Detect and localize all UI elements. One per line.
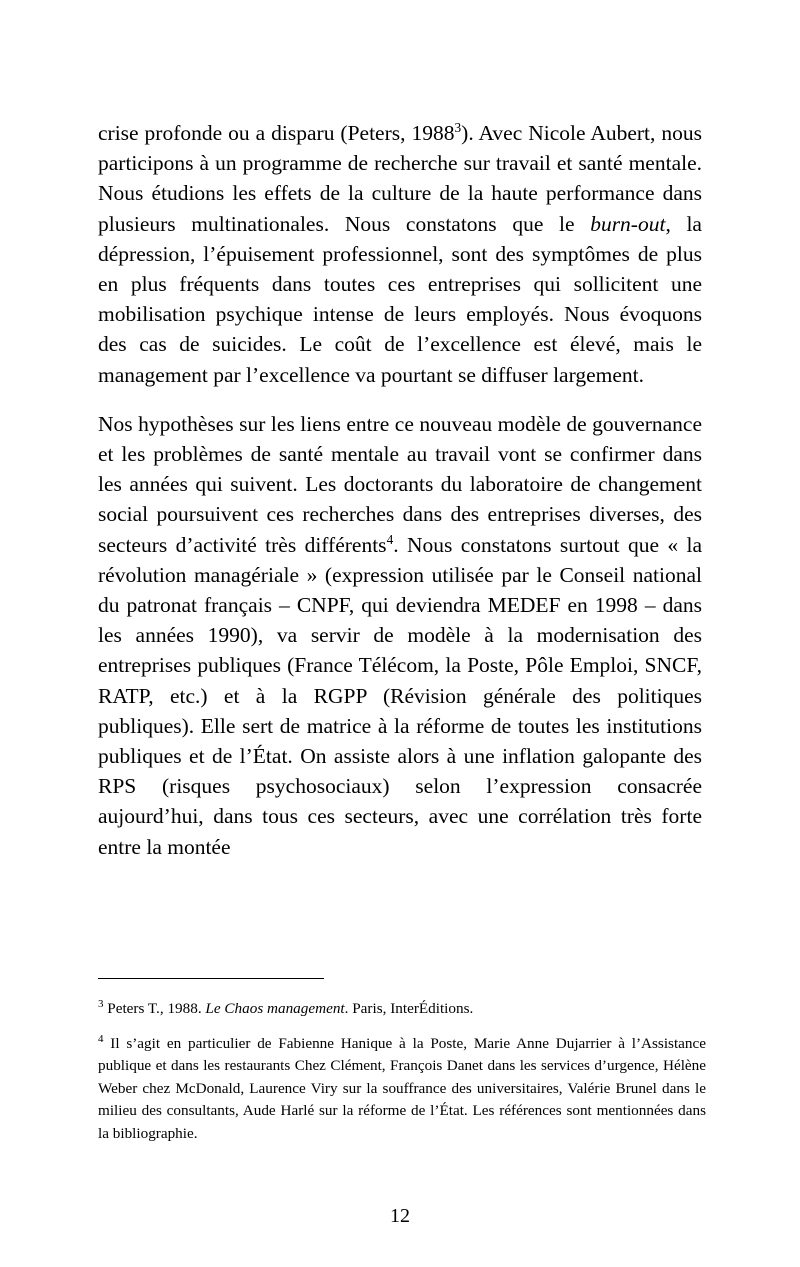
body-paragraph: Nos hypothèses sur les liens entre ce nouveau modèle de gouvernance et les problèmes de santé mentale au travail vont se confirmer dans les années qui suivent. Les doctorants du laboratoire de changement social poursuivent ces recherches dans des entreprises diverses, des secteurs d’activité très différents$^4$. Nous constatons surtout que « la révolution managériale » (expression utilisée par le Conseil national du patronat français – CNPF, qui deviendra MEDEF en 1998 – dans les années 1990), va servir de modèle à la modernisation des entreprises publiques (France Télécom, la Poste, Pôle Emploi, SNCF, RATP, etc.) et à la RGPP (Révision générale des politiques publiques). Elle sert de matrice à la réforme de toutes les institutions publiques et de l’État. On assiste alors à une inflation galopante des RPS (risques psychosociaux) selon l’expression consacrée aujourd’hui, dans tous ces secteurs, avec une corrélation très forte entre la montée	[98, 411, 702, 859]
footnote-entry: $^4$ Il s’agit en particulier de Fabienne Hanique à la Poste, Marie Anne Dujarrier à l’Assistance publique et dans les restaurants Chez Clément, François Danet dans les services d’urgence, Hélène Weber chez McDonald, Laurence Viry sur la souffrance des universitaires, Valérie Brunel dans le milieu des consultants, Aude Harlé sur la réforme de l’État. Les références sont mentionnées dans la bibliographie.	[98, 1032, 706, 1142]
page-number: 12	[390, 1205, 410, 1227]
footnote-entry: $^3$ Peters T., 1988. Le Chaos management. Paris, InterÉditions.	[98, 997, 474, 1017]
body-paragraph: crise profonde ou a disparu (Peters, 1988$^3$). Avec Nicole Aubert, nous participons à un programme de recherche sur travail et santé mentale. Nous étudions les effets de la culture de la haute performance dans plusieurs multinationales. Nous constatons que le burn-out, la dépression, l’épuisement professionnel, sont des symptômes de plus en plus fréquents dans toutes ces entreprises qui sollicitent une mobilisation psychique intense de leurs employés. Nous évoquons des cas de suicides. Le coût de l’excellence est élevé, mais le management par l’excellence va pourtant se diffuser largement.	[98, 119, 702, 387]
footnotes-block	[98, 998, 706, 1146]
body-text-block	[98, 118, 702, 862]
footnote-separator	[98, 978, 324, 979]
